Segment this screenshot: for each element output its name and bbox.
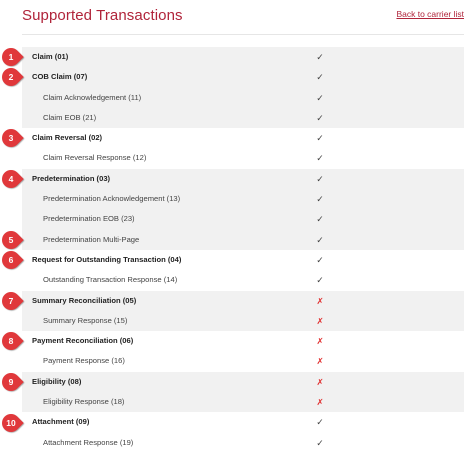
callout-number: 2 <box>8 72 14 83</box>
transaction-label: Summary Response (15) <box>43 315 128 325</box>
callout-badge <box>2 292 24 310</box>
transaction-label: Eligibility (08) <box>32 376 82 386</box>
transaction-row <box>22 128 464 148</box>
unsupported-x-icon: ✗ <box>316 315 324 326</box>
transaction-label: Payment Reconciliation (06) <box>32 336 134 346</box>
callout-badge <box>2 68 24 86</box>
transaction-row <box>22 412 464 432</box>
callout-badge <box>2 332 24 350</box>
supported-check-icon: ✓ <box>316 234 324 245</box>
transaction-label: Request for Outstanding Transaction (04) <box>32 254 182 264</box>
transaction-row <box>22 250 464 270</box>
transaction-label: Claim (01) <box>32 52 69 61</box>
transaction-label: Claim Reversal (02) <box>32 133 103 143</box>
callout-number: 1 <box>8 52 14 63</box>
transaction-group <box>22 412 464 453</box>
transaction-sub-row <box>22 351 464 371</box>
transaction-sub-row <box>22 148 464 168</box>
unsupported-x-icon: ✗ <box>316 295 324 306</box>
transaction-label: Predetermination EOB (23) <box>43 214 135 224</box>
callout-number: 8 <box>8 336 14 347</box>
transaction-group <box>22 169 464 250</box>
transaction-row <box>22 47 464 67</box>
transaction-group <box>22 372 464 413</box>
transaction-group <box>22 291 464 332</box>
transaction-label: Eligibility Response (18) <box>43 397 125 407</box>
supported-check-icon: ✓ <box>316 52 324 62</box>
transaction-sub-row <box>22 230 464 250</box>
transaction-sub-row <box>22 88 464 108</box>
callout-number: 7 <box>8 295 14 306</box>
transactions-table <box>22 47 464 453</box>
transaction-row <box>22 169 464 189</box>
transaction-label: Outstanding Transaction Response (14) <box>43 275 178 285</box>
transaction-group <box>22 250 464 291</box>
callout-badge <box>2 251 24 269</box>
page-title: Supported Transactions <box>22 7 183 24</box>
transaction-sub-row <box>22 108 464 128</box>
supported-check-icon: ✓ <box>316 112 324 123</box>
transaction-group <box>22 47 464 67</box>
supported-check-icon: ✓ <box>316 417 324 428</box>
transaction-sub-row <box>22 392 464 412</box>
callout-number: 9 <box>8 376 14 387</box>
page-header <box>0 0 470 36</box>
supported-check-icon: ✓ <box>316 133 324 144</box>
callout-badge <box>2 231 24 249</box>
transaction-label: COB Claim (07) <box>32 72 88 82</box>
unsupported-x-icon: ✗ <box>316 376 324 387</box>
callout-badge <box>2 48 24 66</box>
transaction-label: Claim Acknowledgement (11) <box>43 92 142 102</box>
transaction-row <box>22 331 464 351</box>
transaction-label: Predetermination Acknowledgement (13) <box>43 194 181 204</box>
transaction-sub-row <box>22 189 464 209</box>
supported-check-icon: ✓ <box>316 173 324 184</box>
transaction-sub-row <box>22 209 464 229</box>
unsupported-x-icon: ✗ <box>316 356 324 367</box>
transaction-sub-row <box>22 433 464 453</box>
transaction-group <box>22 67 464 128</box>
supported-check-icon: ✓ <box>316 437 324 448</box>
supported-check-icon: ✓ <box>316 72 324 83</box>
callout-badge <box>2 129 24 147</box>
supported-check-icon: ✓ <box>316 153 324 164</box>
transaction-sub-row <box>22 270 464 290</box>
transaction-group <box>22 331 464 372</box>
transaction-group <box>22 128 464 169</box>
callout-number: 3 <box>8 133 14 144</box>
transaction-label: Claim EOB (21) <box>43 112 97 122</box>
callout-number: 5 <box>8 234 14 245</box>
transaction-label: Claim Reversal Response (12) <box>43 153 147 163</box>
unsupported-x-icon: ✗ <box>316 397 324 408</box>
callout-number: 4 <box>8 173 14 184</box>
transaction-row <box>22 372 464 392</box>
unsupported-x-icon: ✗ <box>316 336 324 347</box>
callout-badge <box>2 373 24 391</box>
transaction-label: Attachment (09) <box>32 417 90 427</box>
transaction-row <box>22 67 464 87</box>
callout-number: 10 <box>6 417 16 428</box>
transaction-label: Predetermination Multi-Page <box>43 234 140 244</box>
transaction-sub-row <box>22 311 464 331</box>
callout-badge <box>2 170 24 188</box>
transaction-label: Attachment Response (19) <box>43 437 134 447</box>
transaction-row <box>22 291 464 311</box>
supported-check-icon: ✓ <box>316 254 324 265</box>
callout-badge <box>2 414 24 432</box>
supported-check-icon: ✓ <box>316 92 324 103</box>
header-divider <box>22 34 464 35</box>
supported-check-icon: ✓ <box>316 214 324 225</box>
transaction-label: Summary Reconciliation (05) <box>32 295 137 305</box>
supported-check-icon: ✓ <box>316 275 324 286</box>
callout-number: 6 <box>8 255 14 266</box>
supported-check-icon: ✓ <box>316 194 324 205</box>
transaction-label: Payment Response (16) <box>43 356 125 366</box>
transaction-label: Predetermination (03) <box>32 173 111 183</box>
back-to-carrier-list-link[interactable]: Back to carrier list <box>396 9 464 19</box>
